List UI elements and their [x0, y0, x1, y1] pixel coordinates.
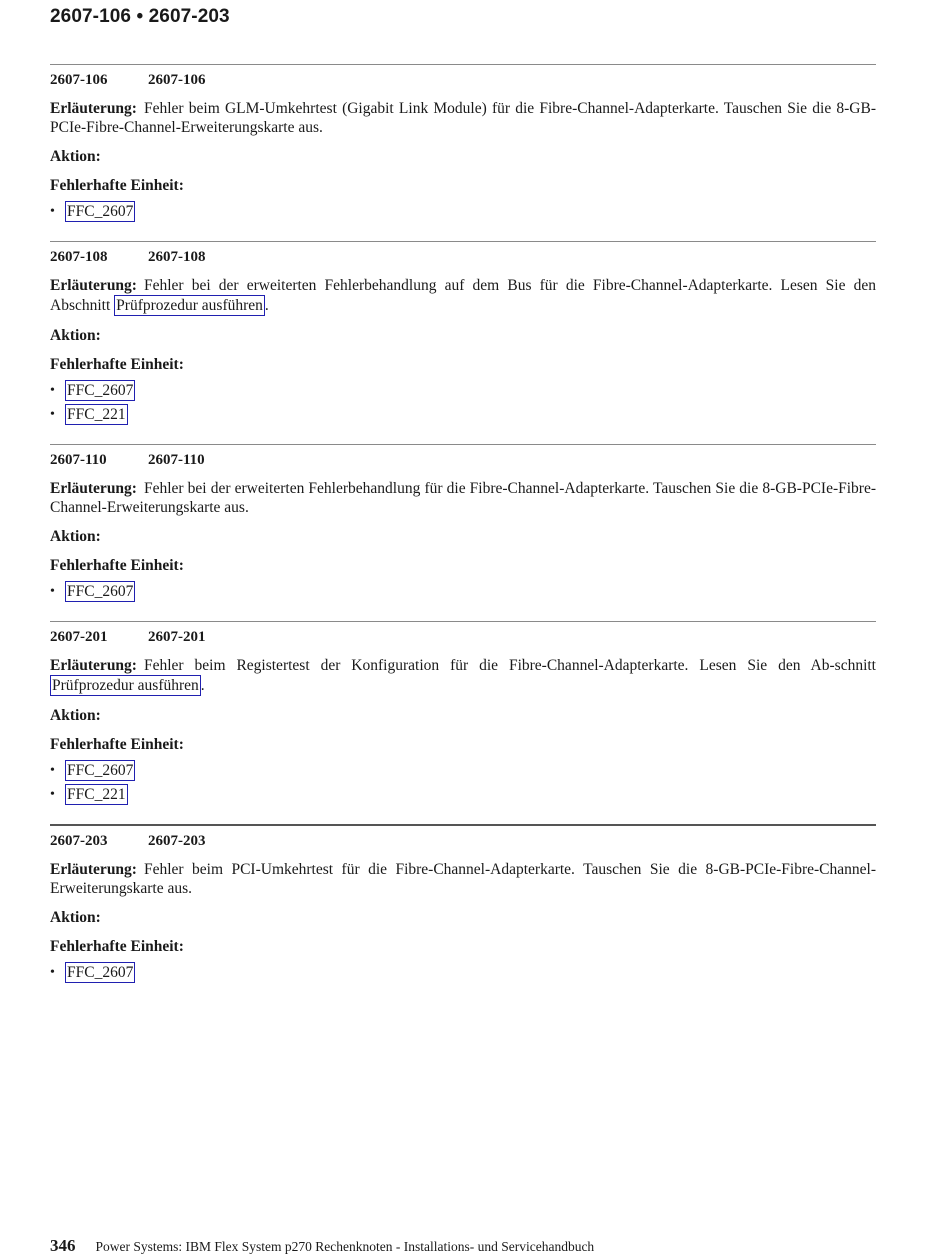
entry-heading: [50, 451, 876, 469]
fru-list: [50, 579, 876, 603]
list-item: [50, 758, 876, 782]
fru-list: [50, 960, 876, 984]
bullet-icon: •: [50, 964, 55, 980]
explanation-text: Fehler beim Registertest der Konfiguration für die Fibre-Channel-Adapterkarte. Lesen Sie den Ab-schnitt: [143, 657, 876, 674]
fru-list: [50, 378, 876, 426]
explanation-paragraph: [50, 479, 876, 517]
error-code-repeat: 2607-201: [148, 629, 206, 645]
list-item: [50, 199, 876, 223]
page-footer: [50, 1236, 594, 1256]
error-code: 2607-110: [50, 452, 107, 468]
explanation-text: Fehler bei der erweiterten Fehlerbehandlung auf dem Bus für die Fibre-Channel-Adapterkarte. Lesen Sie den Abschnitt: [50, 277, 876, 314]
list-item: [50, 378, 876, 402]
explanation-text: Fehler bei der erweiterten Fehlerbehandlung für die Fibre-Channel-Adapterkarte. Tauschen Sie die 8-GB-PCIe-Fibre-Channel-Erweiterungskarte aus.: [50, 480, 876, 516]
action-label: Aktion:: [50, 148, 101, 165]
error-code: 2607-106: [50, 72, 108, 88]
failing-unit-label: Fehlerhafte Einheit:: [50, 557, 184, 574]
fru-link[interactable]: FFC_2607: [67, 381, 134, 399]
error-code-repeat: 2607-110: [148, 452, 205, 468]
error-code-list: [50, 64, 876, 984]
fru-list: [50, 758, 876, 806]
failing-unit-label: Fehlerhafte Einheit:: [50, 938, 184, 955]
explanation-label: Erläuterung:: [50, 480, 137, 497]
list-item: [50, 402, 876, 426]
error-entry: [50, 824, 876, 984]
action-label: Aktion:: [50, 528, 101, 545]
procedure-link[interactable]: Prüfprozedur ausführen: [116, 297, 263, 314]
failing-unit-label: Fehlerhafte Einheit:: [50, 356, 184, 373]
bullet-icon: •: [50, 786, 55, 802]
error-entry: [50, 444, 876, 621]
explanation-paragraph: [50, 656, 876, 696]
bullet-icon: •: [50, 762, 55, 778]
action-label: Aktion:: [50, 909, 101, 926]
explanation-label: Erläuterung:: [50, 657, 137, 674]
failing-unit-label: Fehlerhafte Einheit:: [50, 736, 184, 753]
fru-link[interactable]: FFC_221: [67, 785, 126, 803]
list-item: [50, 579, 876, 603]
bullet-icon: •: [50, 583, 55, 599]
error-entry: [50, 64, 876, 241]
entry-spacer: [50, 603, 876, 621]
error-code-repeat: 2607-203: [148, 833, 206, 849]
explanation-text-end: .: [200, 677, 205, 694]
book-title: Power Systems: IBM Flex System p270 Rechenknoten - Installations- und Servicehandbuch: [95, 1239, 595, 1254]
fru-link[interactable]: FFC_2607: [67, 582, 134, 600]
running-head: 2607-106 • 2607-203: [50, 6, 230, 27]
action-label: Aktion:: [50, 327, 101, 344]
entry-heading: [50, 248, 876, 266]
entry-spacer: [50, 426, 876, 444]
error-entry: [50, 241, 876, 444]
explanation-label: Erläuterung:: [50, 861, 137, 878]
action-label: Aktion:: [50, 707, 101, 724]
failing-unit-label: Fehlerhafte Einheit:: [50, 177, 184, 194]
explanation-label: Erläuterung:: [50, 277, 137, 294]
fru-list: [50, 199, 876, 223]
list-item: [50, 782, 876, 806]
explanation-paragraph: [50, 860, 876, 898]
explanation-text-end: .: [264, 297, 269, 314]
bullet-icon: •: [50, 203, 55, 219]
entry-heading: [50, 832, 876, 850]
explanation-paragraph: [50, 99, 876, 137]
error-code: 2607-108: [50, 249, 108, 265]
bullet-icon: •: [50, 406, 55, 422]
error-code: 2607-203: [50, 833, 108, 849]
error-entry: [50, 621, 876, 824]
explanation-text: Fehler beim GLM-Umkehrtest (Gigabit Link Module) für die Fibre-Channel-Adapterkarte. Tauschen Sie die 8-GB-PCIe-Fibre-Channel-Erweiterungskarte aus.: [50, 100, 876, 136]
entry-spacer: [50, 806, 876, 824]
explanation-text: Fehler beim PCI-Umkehrtest für die Fibre-Channel-Adapterkarte. Tauschen Sie die 8-GB-PCIe-Fibre-Channel-Erweiterungskarte aus.: [50, 861, 876, 897]
page-number: 346: [50, 1236, 76, 1255]
explanation-label: Erläuterung:: [50, 100, 137, 117]
list-item: [50, 960, 876, 984]
fru-link[interactable]: FFC_2607: [67, 202, 134, 220]
error-code: 2607-201: [50, 629, 108, 645]
explanation-paragraph: [50, 276, 876, 316]
error-code-repeat: 2607-108: [148, 249, 206, 265]
fru-link[interactable]: FFC_2607: [67, 761, 134, 779]
error-code-repeat: 2607-106: [148, 72, 206, 88]
fru-link[interactable]: FFC_221: [67, 405, 126, 423]
entry-heading: [50, 71, 876, 89]
fru-link[interactable]: FFC_2607: [67, 963, 134, 981]
procedure-link[interactable]: Prüfprozedur ausführen: [52, 677, 199, 694]
entry-heading: [50, 628, 876, 646]
bullet-icon: •: [50, 382, 55, 398]
entry-spacer: [50, 223, 876, 241]
